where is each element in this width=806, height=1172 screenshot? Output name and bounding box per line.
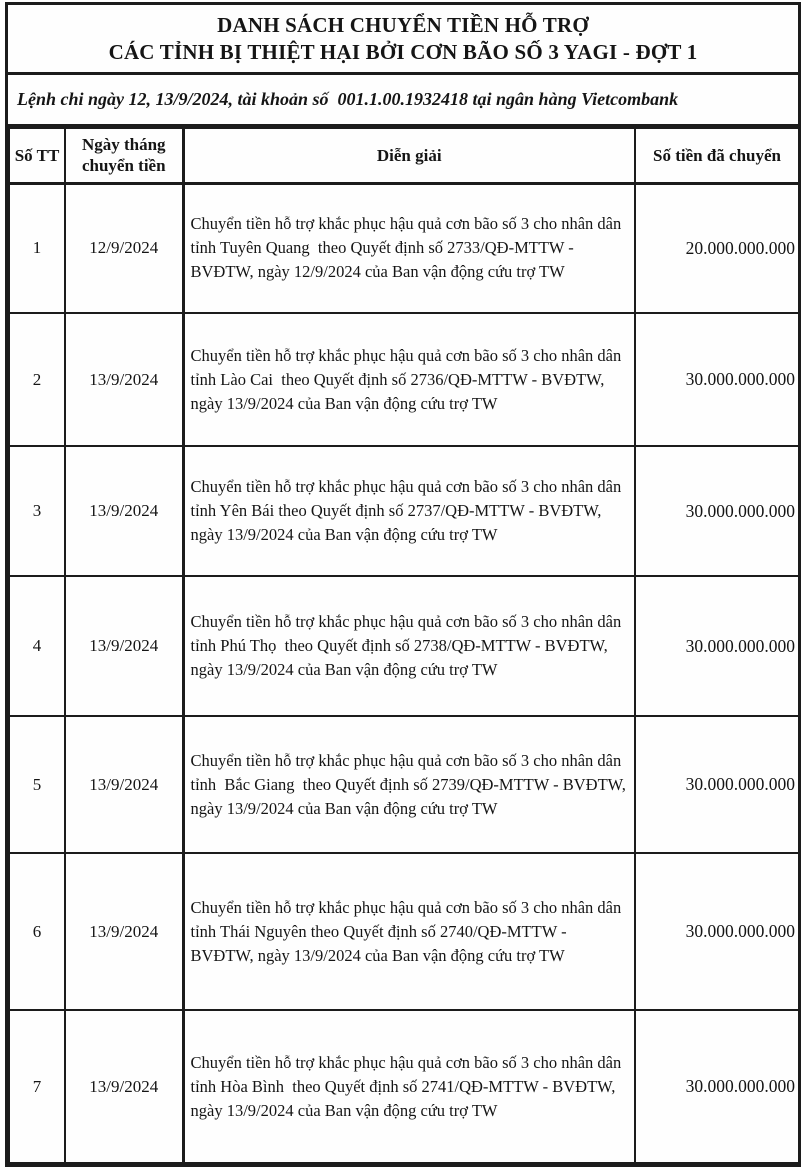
row-number: 2: [9, 313, 65, 446]
transfer-date: 13/9/2024: [65, 853, 183, 1010]
transfer-amount: 30.000.000.000: [635, 313, 799, 446]
transfer-date: 13/9/2024: [65, 313, 183, 446]
transfer-description: Chuyển tiền hỗ trợ khắc phục hậu quả cơn bão số 3 cho nhân dân tỉnh Phú Thọ theo Quyết định số 2738/QĐ-MTTW - BVĐTW, ngày 13/9/2024 của Ban vận động cứu trợ TW: [183, 576, 635, 716]
transfer-date: 13/9/2024: [65, 1010, 183, 1163]
row-number: 3: [9, 446, 65, 576]
table-row: [9, 446, 799, 576]
title-line-2: CÁC TỈNH BỊ THIỆT HẠI BỞI CƠN BÃO SỐ 3 YAGI - ĐỢT 1: [108, 40, 698, 64]
column-header-amount: Số tiền đã chuyển: [635, 128, 799, 183]
row-number: 5: [9, 716, 65, 853]
transfer-description: Chuyển tiền hỗ trợ khắc phục hậu quả cơn bão số 3 cho nhân dân tỉnh Hòa Bình theo Quyết định số 2741/QĐ-MTTW - BVĐTW, ngày 13/9/2024 của Ban vận động cứu trợ TW: [183, 1010, 635, 1163]
transfer-description: Chuyển tiền hỗ trợ khắc phục hậu quả cơn bão số 3 cho nhân dân tỉnh Lào Cai theo Quyết định số 2736/QĐ-MTTW - BVĐTW, ngày 13/9/2024 của Ban vận động cứu trợ TW: [183, 313, 635, 446]
transfer-amount: 30.000.000.000: [635, 576, 799, 716]
payment-order-note-text: Lệnh chi ngày 12, 13/9/2024, tài khoản số 001.1.00.1932418 tại ngân hàng Vietcombank: [17, 89, 679, 109]
transfer-description: Chuyển tiền hỗ trợ khắc phục hậu quả cơn bão số 3 cho nhân dân tỉnh Bắc Giang theo Quyết định số 2739/QĐ-MTTW - BVĐTW, ngày 13/9/2024 của Ban vận động cứu trợ TW: [183, 716, 635, 853]
payment-order-note: [8, 75, 798, 127]
transfer-date: 13/9/2024: [65, 716, 183, 853]
row-number: 4: [9, 576, 65, 716]
document-page: [5, 2, 801, 1167]
column-header-no: Số TT: [9, 128, 65, 183]
transfer-description: Chuyển tiền hỗ trợ khắc phục hậu quả cơn bão số 3 cho nhân dân tỉnh Tuyên Quang theo Quyết định số 2733/QĐ-MTTW - BVĐTW, ngày 12/9/2024 của Ban vận động cứu trợ TW: [183, 183, 635, 313]
transfer-date: 13/9/2024: [65, 576, 183, 716]
column-header-date: Ngày tháng chuyển tiền: [65, 128, 183, 183]
transfer-description: Chuyển tiền hỗ trợ khắc phục hậu quả cơn bão số 3 cho nhân dân tỉnh Yên Bái theo Quyết định số 2737/QĐ-MTTW - BVĐTW, ngày 13/9/2024 của Ban vận động cứu trợ TW: [183, 446, 635, 576]
transfer-table: [8, 127, 800, 1164]
table-row: [9, 576, 799, 716]
table-row: [9, 1010, 799, 1163]
title-line-1: DANH SÁCH CHUYỂN TIỀN HỖ TRỢ: [217, 13, 589, 37]
row-number: 6: [9, 853, 65, 1010]
table-body: [9, 183, 799, 1163]
transfer-amount: 30.000.000.000: [635, 716, 799, 853]
transfer-amount: 20.000.000.000: [635, 183, 799, 313]
table-row: [9, 716, 799, 853]
table-row: [9, 183, 799, 313]
table-row: [9, 313, 799, 446]
table-row: [9, 853, 799, 1010]
document-title: [8, 5, 798, 75]
row-number: 7: [9, 1010, 65, 1163]
transfer-amount: 30.000.000.000: [635, 446, 799, 576]
transfer-date: 12/9/2024: [65, 183, 183, 313]
transfer-description: Chuyển tiền hỗ trợ khắc phục hậu quả cơn bão số 3 cho nhân dân tỉnh Thái Nguyên theo Quyết định số 2740/QĐ-MTTW - BVĐTW, ngày 13/9/2024 của Ban vận động cứu trợ TW: [183, 853, 635, 1010]
transfer-date: 13/9/2024: [65, 446, 183, 576]
transfer-amount: 30.000.000.000: [635, 853, 799, 1010]
table-header-row: [9, 128, 799, 183]
column-header-description: Diễn giải: [183, 128, 635, 183]
row-number: 1: [9, 183, 65, 313]
transfer-amount: 30.000.000.000: [635, 1010, 799, 1163]
table-header: [9, 128, 799, 183]
